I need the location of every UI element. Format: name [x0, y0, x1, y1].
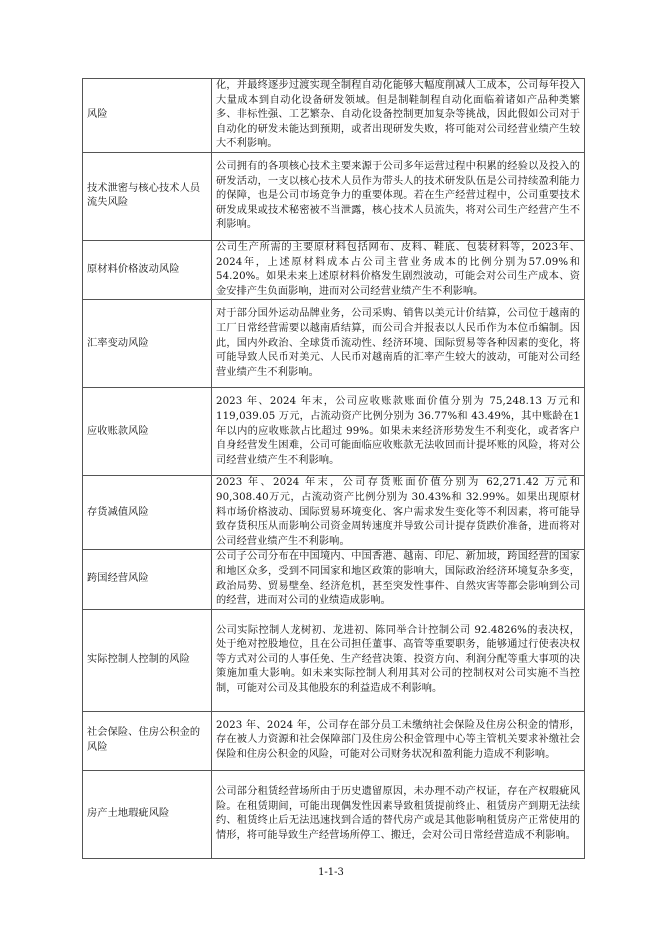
risk-description: 2023 年、2024 年，公司存在部分员工未缴纳社会保险及住房公积金的情形，存在被人力资源和社会保障部门及住房公积金管理中心等主管机关要求补缴社会保险和住房公积金的风险，可能对公司财务状况和盈利能力造成不利影响。 [212, 711, 585, 770]
risk-table-body [83, 79, 585, 859]
page-number: 1-1-3 [318, 867, 344, 878]
risk-row [83, 476, 585, 550]
risk-row [83, 300, 585, 388]
risk-description: 2023 年、2024 年末，公司应收账款账面价值分别为 75,248.13 万元和119,039.05 万元，占流动资产比例分别为 36.77%和 43.49%，其中账龄在1 年以内的应收账款占比超过 99%。如果未来经济形势发生不利变化，或者客户自身经营发生困难，公司可能面临应收账款无法收回而计提坏账的风险，将对公司经营业绩产生不利影响。 [212, 388, 585, 476]
risk-name: 实际控制人控制的风险 [83, 609, 212, 711]
risk-row [83, 711, 585, 770]
risk-name: 风险 [83, 79, 212, 153]
risk-name: 社会保险、住房公积金的风险 [83, 711, 212, 770]
risk-description: 公司子公司分布在中国境内、中国香港、越南、印尼、新加坡，跨国经营的国家和地区众多，受到不同国家和地区政策的影响大，国际政治经济环境复杂多变，政治局势、贸易壁垒、经济危机，甚至突发性事件、自然灾害等都会影响到公司的经营，进而对公司的业绩造成影响。 [212, 550, 585, 609]
risk-row [83, 388, 585, 476]
risk-description: 2023 年、2024 年末，公司存货账面价值分别为 62,271.42 万元和 90,308.40万元，占流动资产比例分别为 30.43%和 32.99%。如果出现原材料市场价格波动、国际贸易环境变化、客户需求发生变化等不利因素，将可能导致存货积压从而影响公司资金周转速度并导致公司计提存货跌价准备，进而将对公司经营业绩产生不利影响。 [212, 476, 585, 550]
risk-row [83, 550, 585, 609]
risk-name: 原材料价格波动风险 [83, 240, 212, 299]
risk-name: 房产土地瑕疵风险 [83, 770, 212, 858]
risk-factor-table [82, 78, 585, 859]
risk-row [83, 770, 585, 858]
risk-description: 公司生产所需的主要原材料包括网布、皮料、鞋底、包装材料等，2023年、2024年，上述原材料成本占公司主营业务成本的比例分别为57.09%和54.20%。如果未来上述原材料价格发生剧烈波动，可能会对公司生产成本、资金安排产生负面影响，进而对公司经营业绩产生不利影响。 [212, 240, 585, 299]
risk-name: 应收账款风险 [83, 388, 212, 476]
risk-name: 跨国经营风险 [83, 550, 212, 609]
risk-name: 汇率变动风险 [83, 300, 212, 388]
risk-name: 存货减值风险 [83, 476, 212, 550]
risk-row [83, 79, 585, 153]
risk-description: 公司拥有的各项核心技术主要来源于公司多年运营过程中积累的经验以及投入的研发活动，一支以核心技术人员作为带头人的技术研发队伍是公司持续盈利能力的保障，也是公司市场竞争力的重要体现。若在生产经营过程中，公司重要技术研发成果或技术秘密被不当泄露，核心技术人员流失，将对公司生产经营产生不利影响。 [212, 152, 585, 240]
risk-description: 对于部分国外运动品牌业务，公司采购、销售以美元计价结算，公司位于越南的工厂日常经营需要以越南盾结算，而公司合并报表以人民币作为本位币编制。因此，国内外政治、全球货币流动性、经济环境、国际贸易等各种因素的变化，将可能导致人民币对美元、人民币对越南盾的汇率产生较大的波动，可能对公司经营业绩产生不利影响。 [212, 300, 585, 388]
risk-row [83, 152, 585, 240]
risk-row [83, 609, 585, 711]
risk-row [83, 240, 585, 299]
risk-description: 公司部分租赁经营场所由于历史遗留原因，未办理不动产权证，存在产权瑕疵风险。在租赁期间，可能出现偶发性因素导致租赁提前终止、租赁房产到期无法续约、租赁终止后无法迅速找到合适的替代房产或是其他影响租赁房产正常使用的情形，将可能导致生产经营场所停工、搬迁，会对公司日常经营造成不利影响。 [212, 770, 585, 858]
risk-name: 技术泄密与核心技术人员流失风险 [83, 152, 212, 240]
risk-description: 化，并最终逐步过渡实现全制程自动化能够大幅度削减人工成本，公司每年投入大量成本到自动化设备研发领域。但是制鞋制程自动化面临着诸如产品种类繁多、非标性强、工艺繁杂、自动化设备控制更加复杂等挑战，因此假如公司对于自动化的研发未能达到预期，或者出现研发失败，将可能对公司经营业绩产生较大不利影响。 [212, 79, 585, 153]
risk-description: 公司实际控制人龙树初、龙进初、陈同举合计控制公司 92.4826%的表决权，处于绝对控股地位，且在公司担任董事、高管等重要职务，能够通过行使表决权等方式对公司的人事任免、生产经营决策、投资方向、利润分配等重大事项的决策施加重大影响。如未来实际控制人利用其对公司的控制权对公司实施不当控制，可能对公司及其他股东的利益造成不利影响。 [212, 609, 585, 711]
